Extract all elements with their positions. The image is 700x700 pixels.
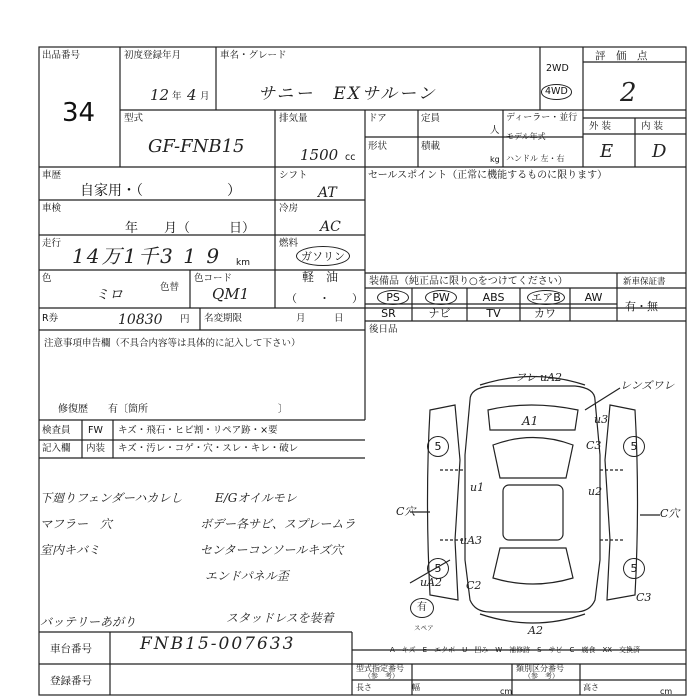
- equip-navi: ナビ: [428, 307, 451, 320]
- inspection-label: 車検: [42, 203, 62, 214]
- inspection-value: 年 月（ 日）: [125, 221, 256, 236]
- ac-label: 冷房: [279, 203, 299, 214]
- fuel-label: 燃料: [279, 238, 299, 249]
- exterior-grade: E: [600, 141, 614, 162]
- spare-label: スペア: [414, 624, 434, 632]
- name-change-term-value: 月 日: [296, 313, 344, 324]
- displacement-value: 1500: [300, 146, 339, 164]
- mark-left-rear-2: uA2: [420, 576, 443, 589]
- color-label: 色: [42, 273, 52, 284]
- wheel-rear-right: 5: [623, 558, 645, 579]
- wheel-rear-left: 5: [427, 558, 449, 579]
- chassis-value: FNB15-007633: [140, 634, 296, 654]
- mileage-value: 14万1千3 1 9: [72, 244, 222, 268]
- sales-point-label: セールスポイント（正常に機能するものに限ります）: [368, 170, 608, 181]
- shape-label: 形状: [368, 141, 388, 152]
- cc-unit: cc: [345, 152, 356, 163]
- mark-rear: A2: [528, 624, 543, 637]
- fw-label: FW: [88, 425, 103, 436]
- interior-label: 内 装: [641, 121, 664, 132]
- note-battery: バッテリーあがり: [40, 615, 137, 629]
- note-body-rust: ボデー各サビ、スプレームラ: [200, 517, 356, 531]
- kg-unit: kg: [490, 155, 500, 164]
- note-engine-oil: E/Gオイルモレ: [215, 491, 297, 505]
- person-unit: 人: [490, 125, 500, 136]
- history-label: 車歴: [42, 170, 62, 181]
- mark-c3-front: C3: [586, 439, 602, 452]
- recycle-label: R券: [42, 313, 59, 324]
- interior-items: キズ・汚レ・コゲ・穴・スレ・キレ・破レ: [118, 443, 299, 454]
- repair-history: 修復歴 有〔箇所 〕: [58, 404, 288, 415]
- lot-label: 出品番号: [42, 50, 81, 61]
- km-unit: km: [236, 258, 250, 268]
- note-console: センターコンソールキズ穴: [200, 543, 344, 557]
- warranty-label: 新車保証書: [623, 277, 666, 287]
- registration-label: 登録番号: [50, 675, 92, 687]
- fuel-paren: （ ・ ）: [286, 292, 363, 305]
- entry-label: 記入欄: [42, 443, 71, 454]
- mark-left-side: u1: [470, 481, 485, 494]
- history-value: 自家用・（ ）: [80, 183, 241, 199]
- first-registration-label: 初度登録年月: [124, 50, 182, 61]
- type-value: GF-FNB15: [148, 136, 245, 157]
- mark-c2: C2: [466, 579, 482, 592]
- name-change-term-label: 名変期限: [204, 313, 243, 324]
- fw-items: キズ・飛石・ヒビ割・リペア跡・×要: [118, 425, 278, 436]
- recycle-value: 10830: [118, 312, 163, 328]
- yen-unit: 円: [180, 314, 190, 325]
- class-number-sub: （参 考）: [524, 672, 559, 680]
- type-label: 型式: [124, 113, 144, 124]
- dealer-label: ディーラー・並行: [506, 113, 578, 123]
- rear-items-label: 後日品: [369, 324, 398, 335]
- equip-abs: ABS: [482, 291, 505, 304]
- mark-right-side: u2: [588, 485, 603, 498]
- sheet-number-label: 型式指定番号: [356, 664, 404, 673]
- mark-top-mid: uA2: [540, 371, 563, 384]
- mark-top-right: レンズワレ: [620, 379, 675, 392]
- model-value: サニー EXサルーン: [258, 84, 437, 104]
- width-label: 幅: [412, 683, 420, 692]
- displacement-label: 排気量: [279, 113, 308, 124]
- wheel-front-left: 5: [427, 436, 449, 457]
- mark-c-right: C穴: [660, 507, 680, 520]
- color-code-label: 色コード: [194, 273, 233, 284]
- note-end-panel: エンドパネル歪: [205, 569, 289, 583]
- model-label: 車名・グレード: [220, 50, 287, 61]
- mark-c3-rear: C3: [636, 591, 652, 604]
- notice-label: 注意事項申告欄（不具合内容等は具体的に記入して下さい）: [44, 338, 301, 349]
- ac-value: AC: [320, 219, 341, 235]
- color-value: ミロ: [95, 287, 123, 303]
- note-studless: スタッドレスを装着: [226, 611, 334, 625]
- height-label: 高さ: [583, 683, 599, 692]
- height-cm: cm: [660, 687, 673, 696]
- interior-entry-label: 内装: [86, 443, 106, 454]
- note-interior: 室内キバミ: [40, 543, 101, 557]
- color-change-label: 色替: [160, 282, 180, 293]
- equip-pw: PW: [425, 290, 457, 305]
- mark-hood: A1: [522, 414, 539, 428]
- equip-leather: カワ: [534, 307, 556, 320]
- note-muffler: マフラー 穴: [40, 517, 113, 531]
- class-number-label: 類別区分番号: [516, 664, 564, 673]
- month-unit: 月: [200, 91, 210, 102]
- equip-ps: PS: [377, 290, 409, 305]
- sheet-number-sub: （参 考）: [364, 672, 399, 680]
- wheel-front-right: 5: [623, 436, 645, 457]
- fuel-diesel: 軽 油: [302, 270, 339, 284]
- first-registration-year: 12: [150, 86, 170, 104]
- mark-c-left: C穴: [396, 505, 416, 518]
- drive-4wd: 4WD: [541, 84, 572, 100]
- year-unit: 年: [172, 91, 182, 102]
- exterior-label: 外 装: [589, 121, 612, 132]
- mark-left-rear: uA3: [460, 534, 483, 547]
- mark-top-left: フレ: [515, 371, 537, 384]
- mark-right-front: u3: [594, 413, 609, 426]
- mileage-label: 走行: [42, 238, 62, 249]
- first-registration-month: 4: [187, 86, 197, 104]
- color-code-value: QM1: [212, 285, 250, 303]
- equip-aw: AW: [584, 291, 603, 304]
- model-year-label: モデル年式: [506, 132, 546, 141]
- equipment-label: 装備品（純正品に限り○をつけてください）: [369, 276, 568, 287]
- fuel-gasoline: ガソリン: [296, 246, 350, 266]
- inspector-label: 検査員: [42, 425, 71, 436]
- interior-grade: D: [652, 141, 667, 162]
- load-label: 積載: [421, 141, 441, 152]
- spare-tire: 有: [410, 598, 434, 618]
- chassis-label: 車台番号: [50, 643, 92, 655]
- note-underbody: 下廻りフェンダーハカレし: [40, 491, 183, 505]
- shift-value: AT: [318, 185, 337, 201]
- equip-tv: TV: [486, 307, 501, 320]
- equip-sr: SR: [381, 307, 396, 320]
- width-cm: cm: [500, 687, 513, 696]
- drive-2wd: 2WD: [546, 63, 569, 74]
- equip-airbag: エアB: [527, 290, 565, 305]
- lot-number: 34: [62, 98, 96, 128]
- handle-label: ハンドル 左・右: [506, 154, 565, 163]
- warranty-value: 有・無: [625, 300, 658, 313]
- score-value: 2: [620, 78, 637, 108]
- door-label: ドア: [368, 113, 387, 124]
- length-label: 長さ: [356, 683, 372, 692]
- shift-label: シフト: [279, 170, 308, 181]
- capacity-label: 定員: [421, 113, 441, 124]
- score-label: 評 価 点: [595, 50, 648, 62]
- damage-legend: A－キズ E－エクボ U－凹み W－補修跡 S－サビ C－腐食 XX－交換済: [390, 646, 641, 654]
